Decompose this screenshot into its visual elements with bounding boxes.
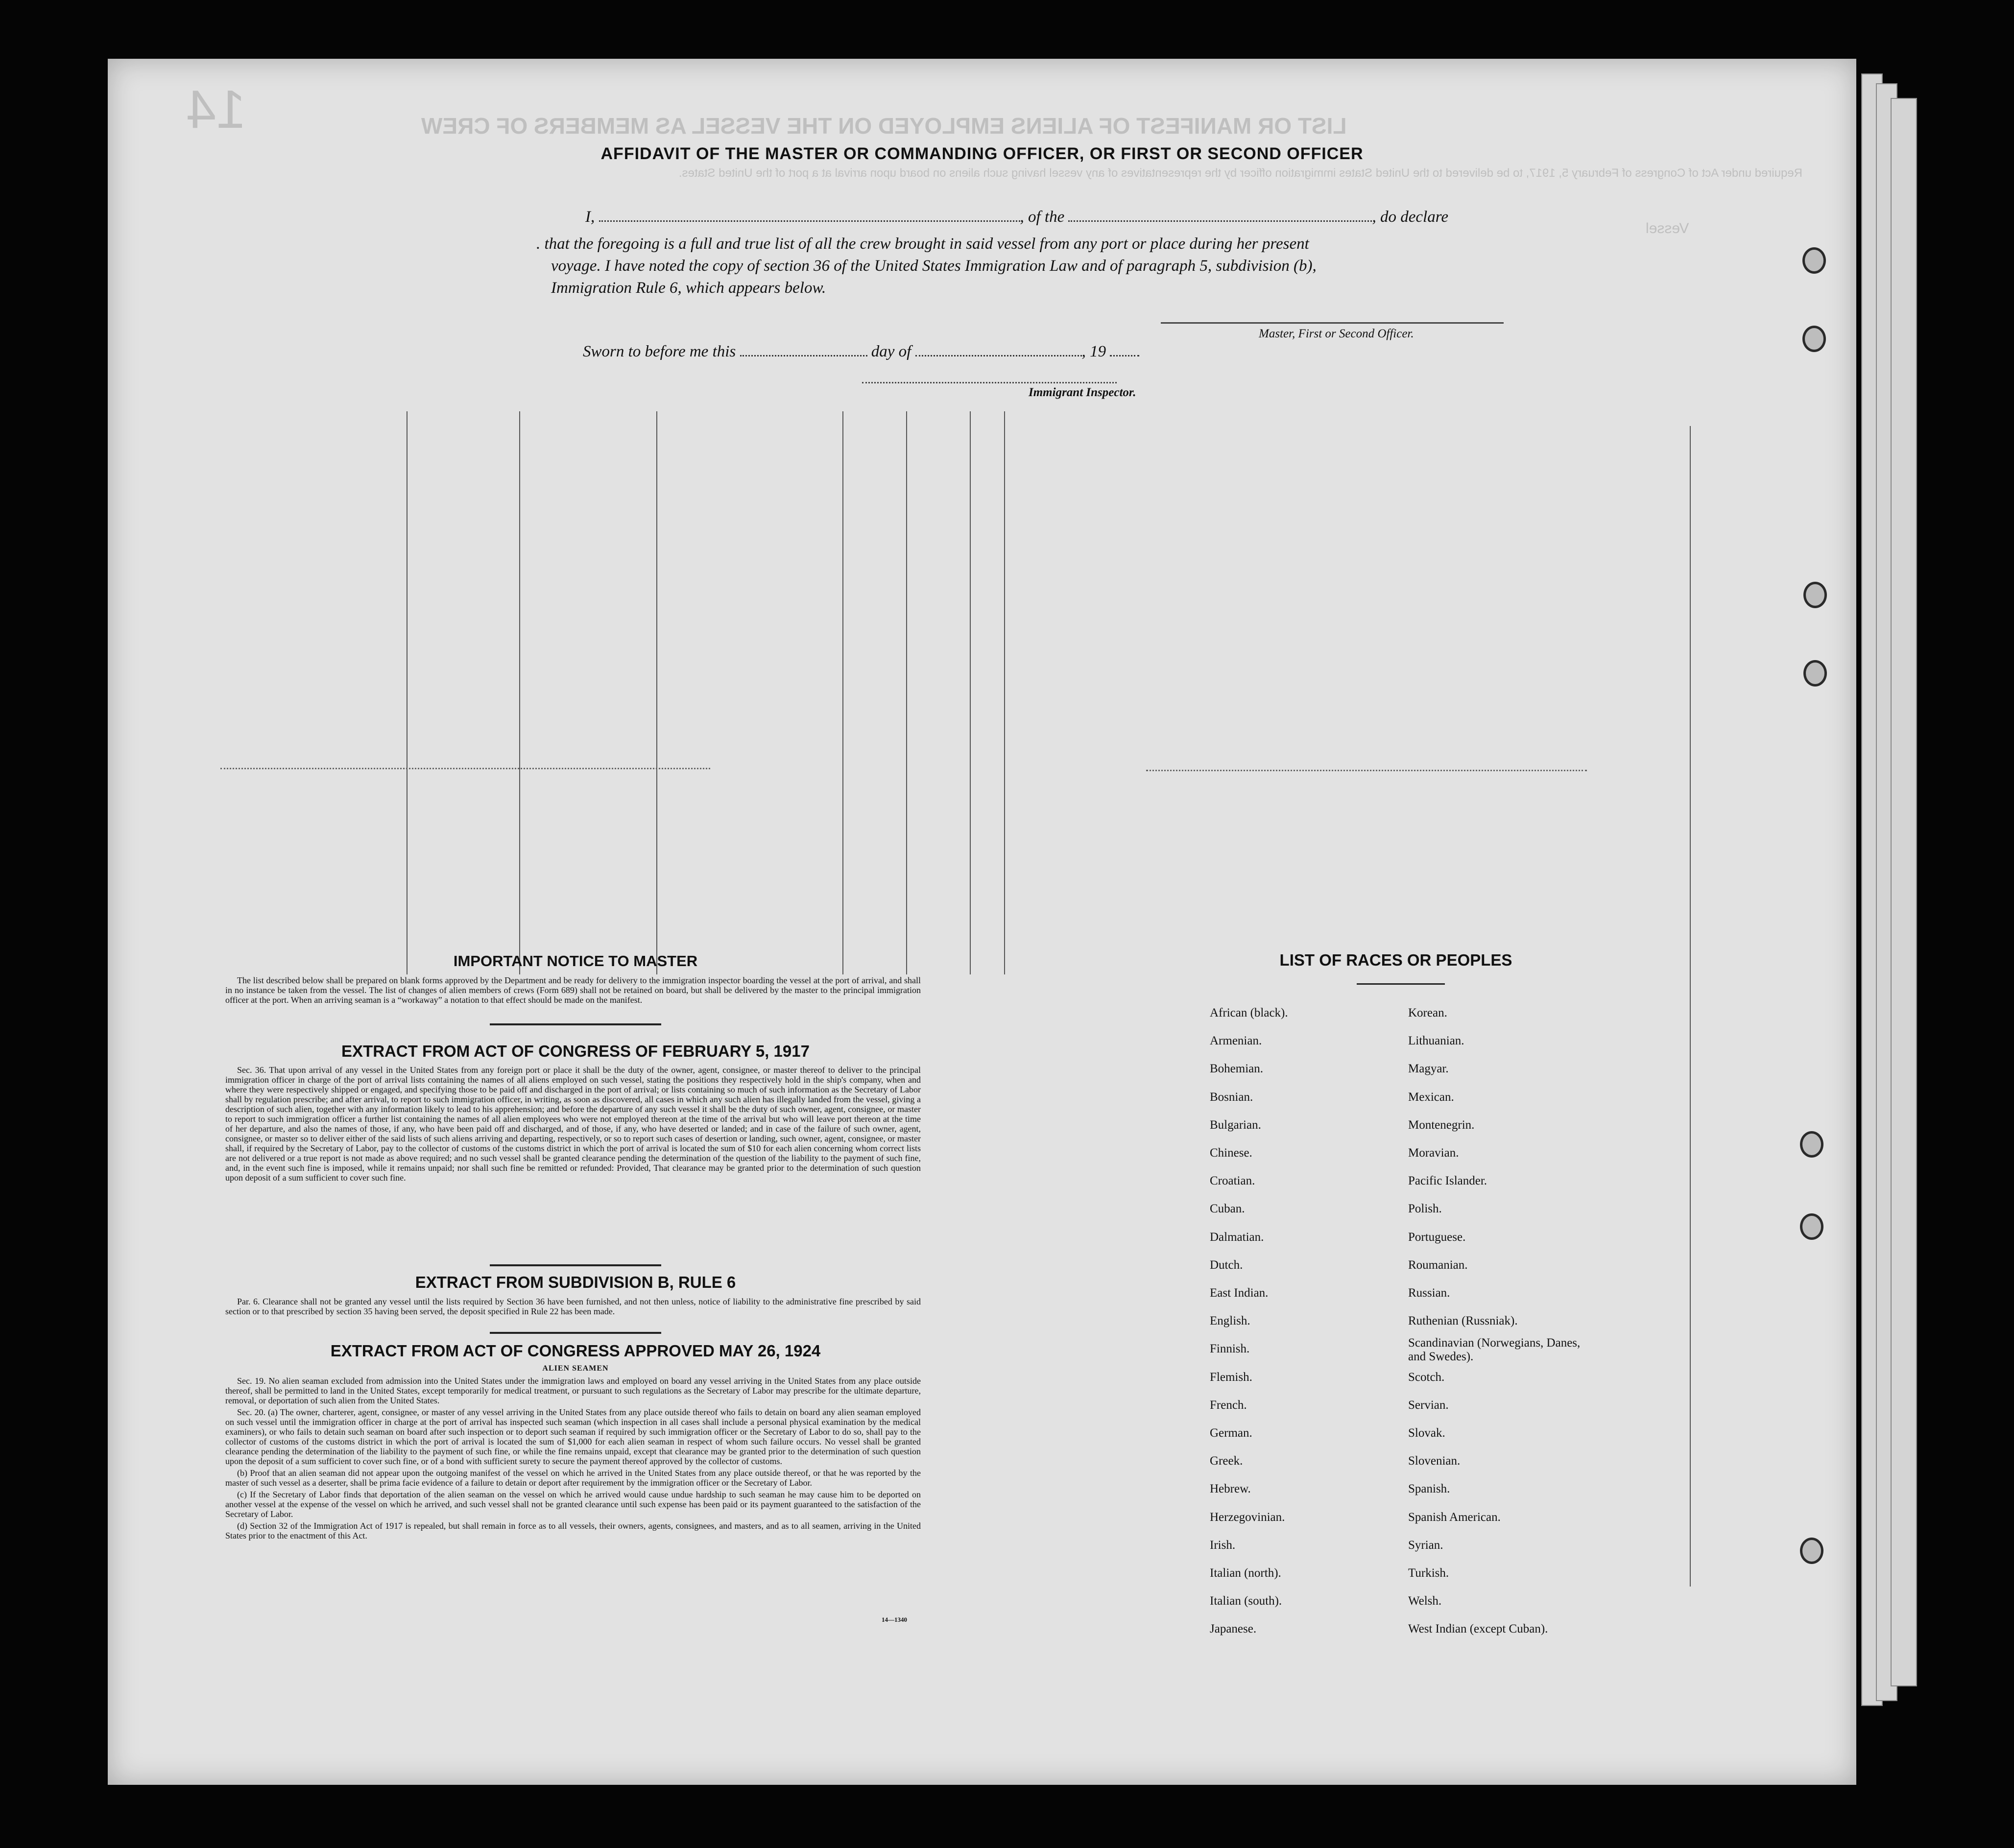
sec-20c-paragraph: (c) If the Secretary of Labor finds that deportation of the alien seaman on the vessel on which he arrived would cause undue hardship to such seaman he may cause him to be deported on another vessel at the expense of the vessel on which he arrived, and such vessel shall not be granted clearance until such expense has been paid or its payment guaranteed to the satisfaction of the Secretary of Labor. <box>225 1490 921 1519</box>
race-item: Pacific Islander. <box>1408 1174 1487 1188</box>
declaration-line-4: Immigration Rule 6, which appears below. <box>551 279 826 297</box>
race-item: Lithuanian. <box>1408 1034 1464 1048</box>
affidavit-title: AFFIDAVIT OF THE MASTER OR COMMANDING OFFICER, OR FIRST OR SECOND OFFICER <box>600 144 1364 163</box>
alien-seamen-subtitle: ALIEN SEAMEN <box>542 1364 609 1373</box>
section-divider <box>490 1264 661 1266</box>
year-text: , 19 <box>1081 343 1106 360</box>
race-item: Ruthenian (Russniak). <box>1408 1314 1518 1328</box>
sec-19-paragraph: Sec. 19. No alien seaman excluded from admission into the United States under the immigration laws and employed on board any vessel arriving in the United States from any place outside thereof, shall be permitted to land in the United States, except temporarily for medical treatment, or pursuant to such regulations as the Secretary of Labor may prescribe for the ultimate departure, removal, or deportation of such alien from the United States. <box>225 1376 921 1405</box>
binder-hole <box>1800 1213 1823 1240</box>
race-item: Hebrew. <box>1210 1482 1251 1496</box>
extract-1924-title: EXTRACT FROM ACT OF CONGRESS APPROVED MAY 26, 1924 <box>330 1342 821 1360</box>
race-item: East Indian. <box>1210 1286 1269 1300</box>
table-dotted-rule <box>220 768 710 769</box>
declaration-line-3: voyage. I have noted the copy of section 36 of the United States Immigration Law and of paragraph 5, subdivision (b), <box>551 257 1317 275</box>
race-item: Mexican. <box>1408 1090 1454 1104</box>
sec-20b-paragraph: (b) Proof that an alien seaman did not appear upon the outgoing manifest of the vessel on which he arrived in the United States from any place outside thereof, or that he was reported by the master of such vessel as a deserter, shall be prima facie evidence of a failure to detain or deport after requirement by the immigration officer or the Secretary of Labor. <box>225 1468 921 1488</box>
race-item: Finnish. <box>1210 1342 1250 1356</box>
table-rule <box>519 411 520 974</box>
vessel-name-field[interactable] <box>1068 210 1372 222</box>
sec-20a-paragraph: Sec. 20. (a) The owner, charterer, agent, consignee, or master of any vessel arriving in the United States from any place outside thereof who fails to detain on board any alien seaman employed on such vessel until the immigration officer in charge at the port of arrival has inspected such seaman (which inspection in all cases shall include a personal physical examination by the medical examiners), or who fails to detain such seaman on board after such inspection or to deport such seaman if required by such immigration officer or the Secretary of Labor to do so, shall pay to the collector of customs of the customs district in which the port of arrival is located the sum of $1,000 for each alien seaman in respect of whom such failure occurs. No vessel shall be granted clearance pending the determination of the liability to the payment of such fine, or while the fine remains unpaid, except that clearance may be granted prior to the determination of such question upon the deposit of a sum sufficient to cover such fine, or of a bond with sufficient surety to secure the payment thereof approved by the collector of customs. <box>225 1407 921 1466</box>
race-item: Chinese. <box>1210 1146 1252 1160</box>
extract-1924-text <box>225 1376 921 1542</box>
sworn-month-field[interactable] <box>915 344 1082 356</box>
race-item: Greek. <box>1210 1454 1243 1468</box>
race-item: Armenian. <box>1210 1034 1262 1048</box>
race-item: Bosnian. <box>1210 1090 1253 1104</box>
race-item: English. <box>1210 1314 1250 1328</box>
sworn-day-field[interactable] <box>740 344 867 356</box>
inspector-label: Immigrant Inspector. <box>1029 386 1136 399</box>
notice-title: IMPORTANT NOTICE TO MASTER <box>453 952 698 970</box>
race-item: Slovak. <box>1408 1426 1445 1440</box>
master-signature-line[interactable] <box>1161 322 1504 324</box>
race-item: Herzegovinian. <box>1210 1510 1285 1524</box>
table-rule <box>1004 411 1005 974</box>
binder-hole <box>1803 582 1827 608</box>
form-code: 14—1340 <box>882 1616 907 1623</box>
race-item: Bulgarian. <box>1210 1118 1261 1132</box>
race-item: Montenegrin. <box>1408 1118 1475 1132</box>
races-title: LIST OF RACES OR PEOPLES <box>1279 951 1512 969</box>
binder-hole <box>1800 1538 1823 1564</box>
table-rule <box>906 411 907 974</box>
race-item: Irish. <box>1210 1538 1236 1552</box>
race-item: Flemish. <box>1210 1370 1252 1384</box>
races-divider <box>1357 983 1445 985</box>
race-item: Croatian. <box>1210 1174 1255 1188</box>
bleed-through-page-number: 14 <box>186 79 246 140</box>
rule-6-paragraph: Par. 6. Clearance shall not be granted any vessel until the lists required by Section 36 have been furnished, and not then unless, notice of liability to the administrative fine prescribed by said section or to that prescribed by section 35 having been served, the deposit specified in Rule 22 has been made. <box>225 1297 921 1316</box>
binder-hole <box>1800 1131 1823 1158</box>
day-of-text: day of <box>871 343 911 360</box>
race-item: Moravian. <box>1408 1146 1459 1160</box>
race-item: Slovenian. <box>1408 1454 1461 1468</box>
race-item: African (black). <box>1210 1006 1288 1019</box>
of-the-text: , of the <box>1020 208 1065 226</box>
notice-text <box>225 975 921 1007</box>
bleed-through-subheader: Required under Act of Congress of February 5, 1917, to be delivered to the United States immigration officer by the representatives of any vessel having such aliens on board upon arrival at a port of the United States. <box>678 166 1802 180</box>
race-item: Italian (south). <box>1210 1594 1282 1608</box>
race-item: Dutch. <box>1210 1258 1243 1272</box>
race-item: Spanish. <box>1408 1482 1450 1496</box>
rule-6-text <box>225 1297 921 1318</box>
sworn-text: Sworn to before me this <box>583 343 736 360</box>
race-item: Welsh. <box>1408 1594 1442 1608</box>
race-item: Dalmatian. <box>1210 1230 1264 1244</box>
extract-1917-title: EXTRACT FROM ACT OF CONGRESS OF FEBRUARY 5, 1917 <box>341 1042 810 1060</box>
declaration-line-2 <box>536 235 1309 253</box>
master-signature-label: Master, First or Second Officer. <box>1259 327 1414 340</box>
race-item: Roumanian. <box>1408 1258 1468 1272</box>
extract-1917-text <box>225 1065 921 1185</box>
table-rule <box>970 411 971 974</box>
sheet-edge <box>1891 98 1917 1686</box>
declare-text: , do declare <box>1372 208 1448 226</box>
sec-20d-paragraph: (d) Section 32 of the Immigration Act of 1917 is repealed, but shall remain in force as to all vessels, their owners, agents, consignees, and masters, and as to all seamen, arriving in the United States prior to the enactment of this Act. <box>225 1521 921 1540</box>
table-rule <box>656 411 657 974</box>
race-item: Syrian. <box>1408 1538 1443 1552</box>
section-divider <box>490 1332 661 1334</box>
race-item: Turkish. <box>1408 1566 1449 1580</box>
race-item: Scandinavian (Norwegians, Danes, and Swedes). <box>1408 1336 1581 1364</box>
table-rule <box>407 411 408 974</box>
binder-hole <box>1802 247 1826 274</box>
declaration-text-2: that the foregoing is a full and true list of all the crew brought in said vessel from any port or place during her present <box>544 235 1309 253</box>
race-item: Spanish American. <box>1408 1510 1501 1524</box>
race-item: Italian (north). <box>1210 1566 1281 1580</box>
section-divider <box>490 1023 661 1025</box>
table-rule <box>1690 426 1691 1587</box>
race-item: Polish. <box>1408 1202 1442 1216</box>
race-item: Japanese. <box>1210 1622 1257 1636</box>
race-item: West Indian (except Cuban). <box>1408 1622 1548 1636</box>
section-36-paragraph: Sec. 36. That upon arrival of any vessel in the United States from any foreign port or place it shall be the duty of the owner, agent, consignee, or master thereof to deliver to the principal immigration officer in charge of the port of arrival lists containing the names of all aliens employed on such vessel, stating the positions they respectively hold in the ship's company, when and where they were respectively shipped or engaged, and specifying those to be paid off and discharged in the port of arrival; or lists containing so much of such information as the Secretary of Labor shall by regulation prescribe; and after arrival, to report to such immigration officer, in writing, as soon as discovered, all cases in which any such alien has illegally landed from the vessel, giving a description of such alien, together with any information likely to lead to his apprehension; and before the departure of any such vessel it shall be the duty of such owner, agent, consignee, or master to report to such immigration officer a further list containing the names of all alien employees who were not employed thereon at the time of the arrival but who will leave port thereon at the time of her departure, and also the names of those, if any, who have been paid off and discharged, and of those, if any, who have deserted or landed; and in case of the failure of such owner, agent, consignee, or master so to deliver either of the said lists of such aliens arriving and departing, respectively, or so to report such cases of desertion or landing, such owner, agent, consignee, or master shall, if required by the Secretary of Labor, pay to the collector of customs of the customs district in which the port of arrival is located the sum of $10 for each alien concerning whom correct lists are not delivered or a true report is not made as above required; and no such vessel shall be granted clearance pending the determination of the question of the liability to the payment of such fine, and, in the event such fine is imposed, while it remains unpaid; nor shall such fine be remitted or refunded: Provided, That clearance may be granted prior to the determination of such question upon deposit of a sum sufficient to cover such fine. <box>225 1065 921 1183</box>
rule-6-title: EXTRACT FROM SUBDIVISION B, RULE 6 <box>415 1273 736 1291</box>
race-item: Bohemian. <box>1210 1062 1264 1076</box>
manifest-page <box>108 59 1856 1785</box>
race-item: Korean. <box>1408 1006 1447 1019</box>
table-dotted-rule <box>1146 770 1587 771</box>
bullet-mark: . <box>536 235 545 253</box>
race-item: Scotch. <box>1408 1370 1445 1384</box>
bleed-through-vessel-label: Vessel <box>1646 220 1689 237</box>
race-item: Cuban. <box>1210 1202 1245 1216</box>
inspector-signature-line[interactable] <box>862 382 1117 383</box>
table-rule <box>842 411 843 974</box>
declarant-prefix: I, <box>585 208 595 226</box>
notice-paragraph: The list described below shall be prepared on blank forms approved by the Department and be ready for delivery to the immigration inspector boarding the vessel at the port of arrival, and shall in no instance be taken from the vessel. The list of changes of alien members of crews (Form 689) shall not be retained on board, but shall be delivered by the master to the principal immigration officer at the port. When an arriving seaman is a “workaway” a notation to that effect should be made on the manifest. <box>225 975 921 1005</box>
race-item: French. <box>1210 1398 1247 1412</box>
binder-hole <box>1803 660 1827 687</box>
declaration-line-1 <box>585 208 1448 226</box>
declarant-name-field[interactable] <box>599 210 1020 222</box>
race-item: German. <box>1210 1426 1252 1440</box>
bleed-through-header: LIST OR MANIFEST OF ALIENS EMPLOYED ON THE VESSEL AS MEMBERS OF CREW <box>421 113 1347 139</box>
sworn-line <box>583 343 1139 361</box>
race-item: Magyar. <box>1408 1062 1449 1076</box>
race-item: Servian. <box>1408 1398 1449 1412</box>
binder-hole <box>1802 326 1826 352</box>
sworn-year-field[interactable] <box>1110 344 1139 356</box>
race-item: Portuguese. <box>1408 1230 1466 1244</box>
race-item: Russian. <box>1408 1286 1450 1300</box>
